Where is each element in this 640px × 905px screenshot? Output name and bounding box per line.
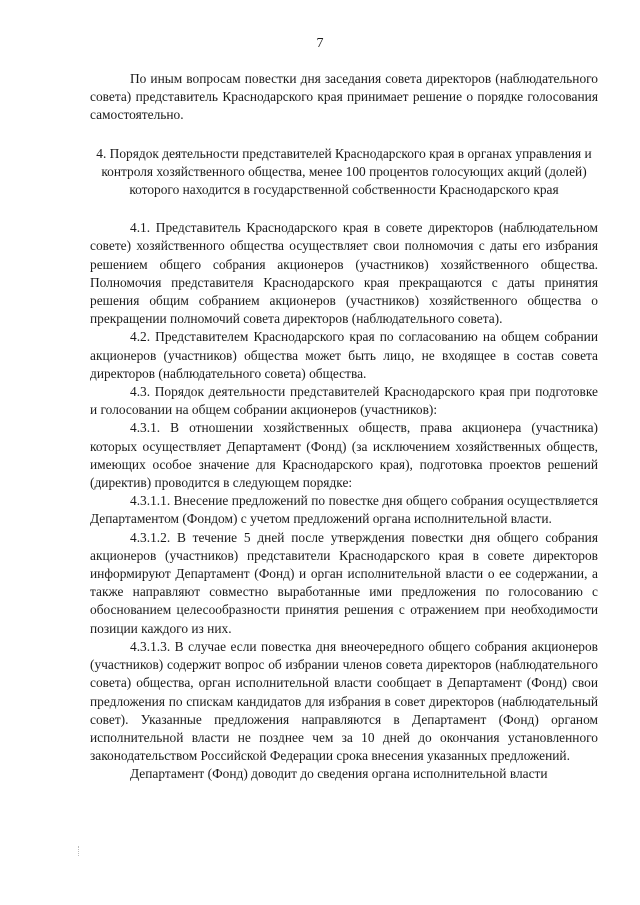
- paragraph-4-3: 4.3. Порядок деятельности представителей Краснодарского края при подготовке и голосовании на общем собрании акционеров (участников):: [90, 384, 598, 418]
- paragraph-4-3-1: 4.3.1. В отношении хозяйственных обществ, права акционера (участника) которых осуществляет Департамент (Фонд) (за исключением хозяйственных обществ, имеющих особое значение для Краснодарского края), подготовка проектов решений (директив) проводится в следующем порядке:: [90, 420, 598, 491]
- paragraph-4-3-1-3: 4.3.1.3. В случае если повестка дня внеочередного общего собрания акционеров (участников) содержит вопрос об избрании членов совета директоров (наблюдательного совета) общества, орган исполнительной власти сообщает в Департамент (Фонд) свои предложения по спискам кандидатов для избрания в совет директоров (наблюдательный совет). Указанные предложения направляются в Департамент (Фонд) органом исполнительной власти не позднее чем за 10 дней до окончания установленного законодательством Российской Федерации срока внесения указанных предложений.: [90, 638, 598, 764]
- paragraph-4-2: 4.2. Представителем Краснодарского края по согласованию на общем собрании акционеров (участников) общества может быть лицо, не входящее в состав совета директоров (наблюдательного совета) общества.: [90, 329, 598, 381]
- paragraph-closing: Департамент (Фонд) доводит до сведения органа исполнительной власти: [130, 766, 548, 782]
- page-number: 7: [316, 36, 324, 51]
- paragraph-4-3-1-1: 4.3.1.1. Внесение предложений по повестке дня общего собрания осуществляется Департаментом (Фондом) с учетом предложений органа исполнительной власти.: [90, 493, 598, 527]
- paragraph-intro: По иным вопросам повестки дня заседания совета директоров (наблюдательного совета) представитель Краснодарского края принимает решение о порядке голосования самостоятельно.: [90, 71, 598, 123]
- section-heading: 4. Порядок деятельности представителей Краснодарского края в органах управления и контроля хозяйственного общества, менее 100 процентов голосующих акций (долей) которого находится в государственной собственности Краснодарского края: [96, 145, 592, 198]
- scan-edge-mark: [78, 846, 80, 856]
- paragraph-4-1: 4.1. Представитель Краснодарского края в совете директоров (наблюдательном совете) хозяйственного общества осуществляет свои полномочия с даты его избрания решением общего собрания акционеров (участников) хозяйственного общества. Полномочия представителя Краснодарского края прекращаются с даты принятия решения общим собранием акционеров (участников) хозяйственного общества о прекращении полномочий совета директоров (наблюдательного совета).: [90, 220, 598, 327]
- paragraph-4-3-1-2: 4.3.1.2. В течение 5 дней после утверждения повестки дня общего собрания акционеров (участников) представители Краснодарского края в совете директоров информируют Департамент (Фонд) и орган исполнительной власти о ее содержании, а также направляют совместно выработанные ими предложения по голосованию с обоснованием целесообразности принятия решения с отражением при необходимости позиции каждого из них.: [90, 529, 598, 636]
- document-body: [90, 70, 598, 784]
